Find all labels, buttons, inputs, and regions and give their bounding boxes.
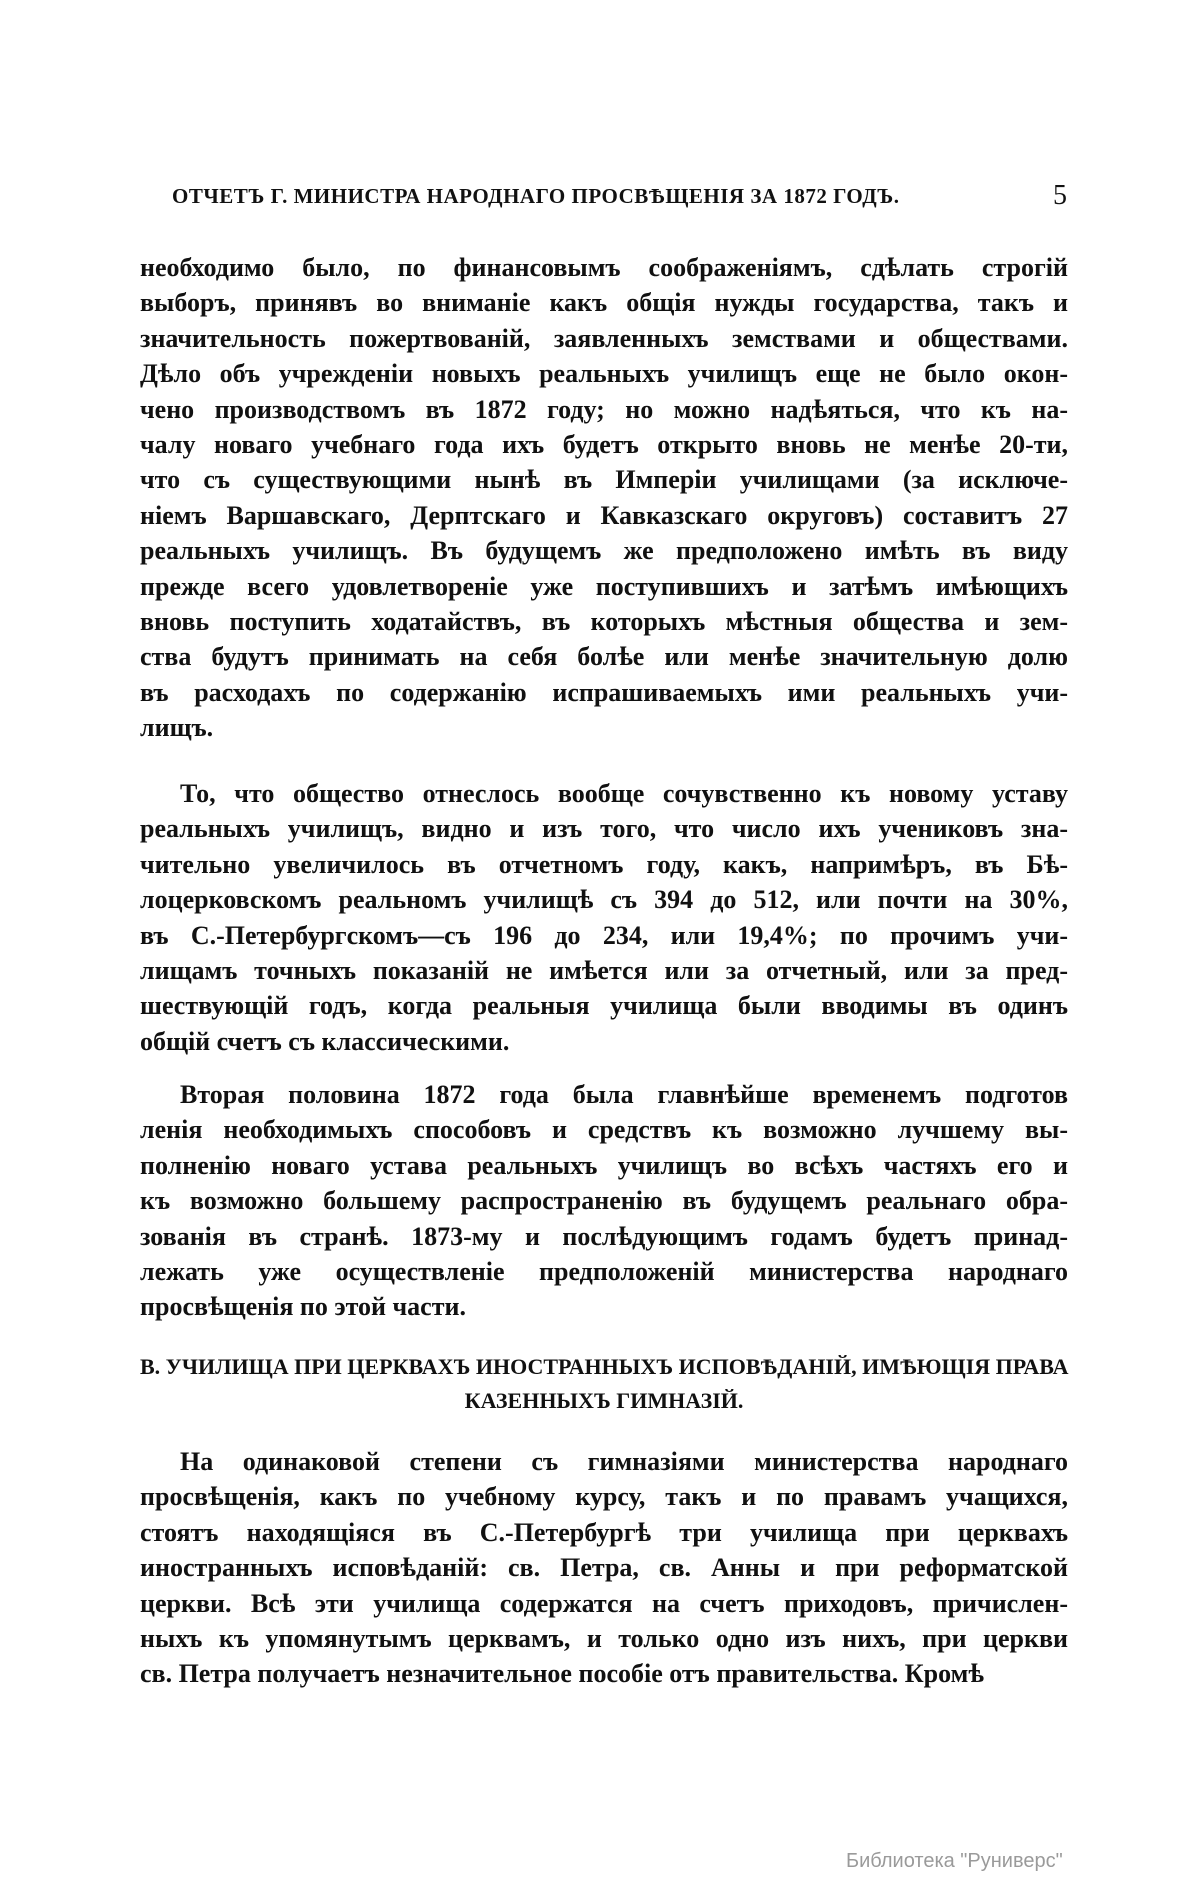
section-heading-line-2: КАЗЕННЫХЪ ГИМНАЗІЙ.	[464, 1388, 744, 1413]
text-line: На одинаковой степени съ гимназіями министерства народнаго	[180, 1447, 1068, 1476]
text-line: общій счетъ съ классическими.	[140, 1026, 510, 1056]
text-line: чалу новаго учебнаго года ихъ будетъ открыто вновь не менѣе 20-ти,	[140, 429, 1068, 459]
text-line: къ возможно большему распространенію въ будущемъ реальнаго обра-	[140, 1186, 1068, 1216]
paragraph-3	[140, 1077, 1068, 1325]
text-line: просвѣщенія по этой части.	[140, 1292, 466, 1322]
text-line: св. Петра получаетъ незначительное пособіе отъ правительства. Кромѣ	[140, 1659, 984, 1689]
paragraph-1	[140, 250, 1068, 745]
text-line: вновь поступить ходатайствъ, въ которыхъ мѣстныя общества и зем-	[140, 606, 1068, 636]
text-line: реальныхъ училищъ. Въ будущемъ же предположено имѣть въ виду	[140, 536, 1068, 566]
text-line: чено производствомъ въ 1872 году; но можно надѣяться, что къ на-	[140, 394, 1068, 424]
running-title: ОТЧЕТЪ Г. МИНИСТРА НАРОДНАГО ПРОСВѢЩЕНІЯ ЗА 1872 ГОДЪ.	[172, 184, 900, 208]
text-line: лежать уже осуществленіе предположеній министерства народнаго	[140, 1256, 1068, 1286]
text-line: необходимо было, по финансовымъ соображеніямъ, сдѣлать строгій	[140, 253, 1068, 282]
text-line: шествующій годъ, когда реальныя училища были вводимы въ одинъ	[140, 991, 1068, 1021]
text-line: То, что общество отнеслось вообще сочувственно къ новому уставу	[180, 779, 1068, 808]
section-heading-line-1: В. УЧИЛИЩА ПРИ ЦЕРКВАХЪ ИНОСТРАННЫХЪ ИСПОВѢДАНІЙ, ИМѢЮЩІЯ ПРАВА	[140, 1354, 1069, 1379]
section-heading	[140, 1350, 1068, 1418]
text-line: реальныхъ училищъ, видно и изъ того, что число ихъ учениковъ зна-	[140, 814, 1068, 844]
text-line: значительность пожертвованій, заявленныхъ земствами и обществами.	[140, 323, 1068, 353]
page-number: 5	[1053, 180, 1067, 211]
text-line: лищамъ точныхъ показаній не имѣется или за отчетный, или за пред-	[140, 955, 1068, 985]
text-line: прежде всего удовлетвореніе уже поступившихъ и затѣмъ имѣющихъ	[140, 571, 1068, 601]
text-line: лоцерковскомъ реальномъ училищѣ съ 394 до 512, или почти на 30%,	[140, 885, 1068, 915]
text-line: стоятъ находящіяся въ С.-Петербургѣ три училища при церквахъ	[140, 1517, 1068, 1547]
text-line: выборъ, принявъ во вниманіе какъ общія нужды государства, такъ и	[140, 288, 1068, 318]
text-line: въ С.-Петербургскомъ—съ 196 до 234, или 19,4%; по прочимъ учи-	[140, 920, 1068, 950]
text-line: зованія въ странѣ. 1873-му и послѣдующимъ годамъ будетъ принад-	[140, 1221, 1068, 1251]
paragraph-2	[140, 776, 1068, 1059]
text-line: ленія необходимыхъ способовъ и средствъ къ возможно лучшему вы-	[140, 1115, 1068, 1145]
text-line: просвѣщенія, какъ по учебному курсу, такъ и по правамъ учащихся,	[140, 1482, 1068, 1512]
library-watermark: Библиотека "Руниверс"	[846, 1850, 1063, 1872]
text-line: иностранныхъ исповѣданій: св. Петра, св. Анны и при реформатской	[140, 1553, 1068, 1583]
text-line: полненію новаго устава реальныхъ училищъ во всѣхъ частяхъ его и	[140, 1150, 1068, 1180]
running-head	[172, 180, 1067, 216]
text-line: чительно увеличилось въ отчетномъ году, какъ, напримѣръ, въ Бѣ-	[140, 849, 1068, 879]
text-line: что съ существующими нынѣ въ Имперіи училищами (за исключе-	[140, 465, 1068, 495]
text-line: Вторая половина 1872 года была главнѣйше временемъ подготов	[180, 1080, 1068, 1109]
text-line: лищъ.	[140, 713, 214, 743]
text-line: ныхъ къ упомянутымъ церквамъ, и только одно изъ нихъ, при церкви	[140, 1623, 1068, 1653]
text-line: ніемъ Варшавскаго, Дерптскаго и Кавказскаго округовъ) составитъ 27	[140, 500, 1068, 530]
text-line: Дѣло объ учрежденіи новыхъ реальныхъ училищъ еще не было окон-	[140, 359, 1068, 389]
paragraph-4	[140, 1444, 1068, 1692]
text-line: ства будутъ принимать на себя болѣе или менѣе значительную долю	[140, 642, 1068, 672]
text-line: въ расходахъ по содержанію испрашиваемыхъ ими реальныхъ учи-	[140, 677, 1068, 707]
text-line: церкви. Всѣ эти училища содержатся на счетъ приходовъ, причислен-	[140, 1588, 1068, 1618]
